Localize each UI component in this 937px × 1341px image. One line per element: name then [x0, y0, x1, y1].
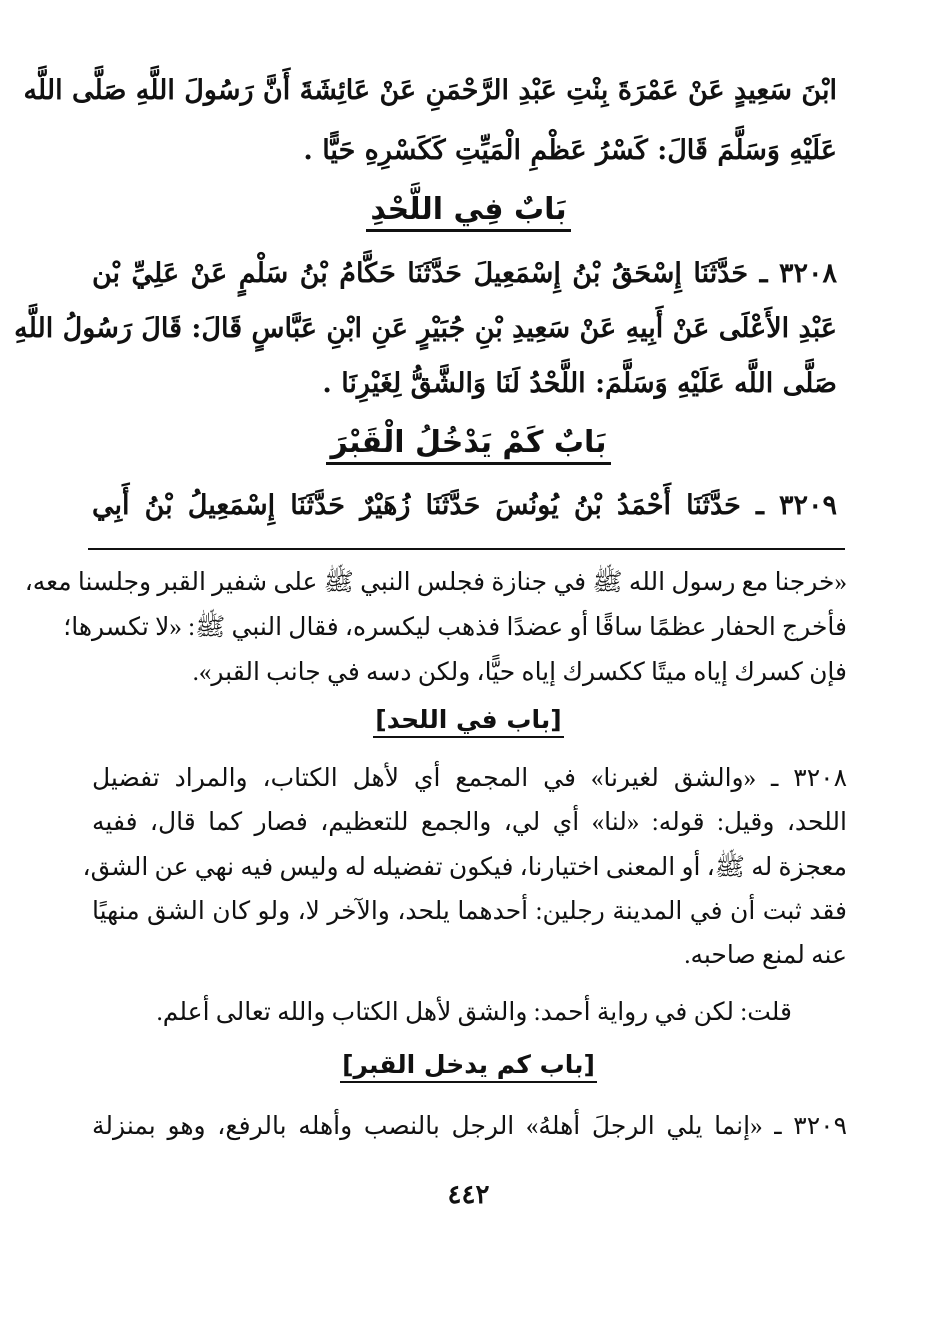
chapter-heading-grave	[0, 425, 937, 460]
hadith-3208-line: ٣٢٠٨ ـ حَدَّثَنَا إِسْحَقُ بْنُ إِسْمَعِيلَ حَدَّثَنَا حَكَّامُ بْنُ سَلْمٍ عَنْ عَلِيِّ بْن	[92, 258, 837, 289]
main-text-line: عَلَيْهِ وَسَلَّمَ قَالَ: كَسْرُ عَظْمِ الْمَيِّتِ كَكَسْرِهِ حَيًّا .	[303, 135, 837, 166]
commentary-heading-text: [باب كم يدخل القبر]	[340, 1050, 597, 1083]
commentary-line: ٣٢٠٩ ـ «إنما يلي الرجلَ أهلهُ» الرجل بالنصب وأهله بالرفع، وهو بمنزلة	[92, 1113, 847, 1140]
main-text-line: ابْنَ سَعِيدٍ عَنْ عَمْرَةَ بِنْتِ عَبْدِ الرَّحْمَنِ عَنْ عَائِشَةَ أَنَّ رَسُولَ اللَّهِ صَلَّى اللَّه	[23, 75, 837, 106]
chapter-heading-lahd	[0, 192, 937, 227]
hadith-3208-line: صَلَّى اللَّه عَلَيْهِ وَسَلَّمَ: اللَّحْدُ لَنَا وَالشَّقُّ لِغَيْرِنَا .	[322, 368, 837, 399]
commentary-line: فأخرج الحفار عظمًا ساقًا أو عضدًا فذهب ليكسره، فقال النبي ﷺ: «لا تكسرها؛	[63, 614, 847, 641]
commentary-line: ٣٢٠٨ ـ «والشق لغيرنا» في المجمع أي لأهل الكتاب، والمراد تفضيل	[92, 765, 847, 792]
commentary-line: «خرجنا مع رسول الله ﷺ في جنازة فجلس النبي ﷺ على شفير القبر وجلسنا معه،	[24, 569, 847, 596]
commentary-line: فقد ثبت أن في المدينة رجلين: أحدهما يلحد، والآخر لا، ولو كان الشق منهيًا	[92, 898, 847, 925]
footnote-divider	[88, 548, 845, 550]
commentary-heading-text: [باب في اللحد]	[373, 705, 563, 738]
commentary-heading-grave	[0, 1050, 937, 1079]
commentary-line: اللحد، وقيل: قوله: «لنا» أي لي، والجمع للتعظيم، فصار كما قال، ففيه	[92, 809, 847, 836]
hadith-3209-line: ٣٢٠٩ ـ حَدَّثَنَا أَحْمَدُ بْنُ يُونُسَ حَدَّثَنَا زُهَيْرٌ حَدَّثَنَا إِسْمَعِيلُ بْنُ أَبِي	[92, 490, 837, 521]
commentary-line: عنه لمنع صاحبه.	[684, 942, 847, 969]
commentary-heading-lahd	[0, 705, 937, 734]
chapter-heading-text: بَابٌ كَمْ يَدْخُلُ الْقَبْرَ	[326, 425, 610, 465]
chapter-heading-text: بَابٌ فِي اللَّحْدِ	[366, 192, 570, 232]
commentary-note: قلت: لكن في رواية أحمد: والشق لأهل الكتاب والله تعالى أعلم.	[156, 999, 792, 1026]
commentary-line: معجزة له ﷺ، أو المعنى اختيارنا، فيكون تفضيله له وليس فيه نهي عن الشق،	[82, 854, 847, 881]
page-number: ٤٤٢	[447, 1180, 490, 1210]
hadith-3208-line: عَبْدِ الأَعْلَى عَنْ أَبِيهِ عَنْ سَعِيدِ بْنِ جُبَيْرٍ عَنِ ابْنِ عَبَّاسٍ قَالَ: قَالَ رَسُولُ اللَّهِ	[14, 313, 837, 344]
commentary-line: فإن كسرك إياه ميتًا ككسرك إياه حيًّا، ولكن دسه في جانب القبر».	[192, 659, 847, 686]
